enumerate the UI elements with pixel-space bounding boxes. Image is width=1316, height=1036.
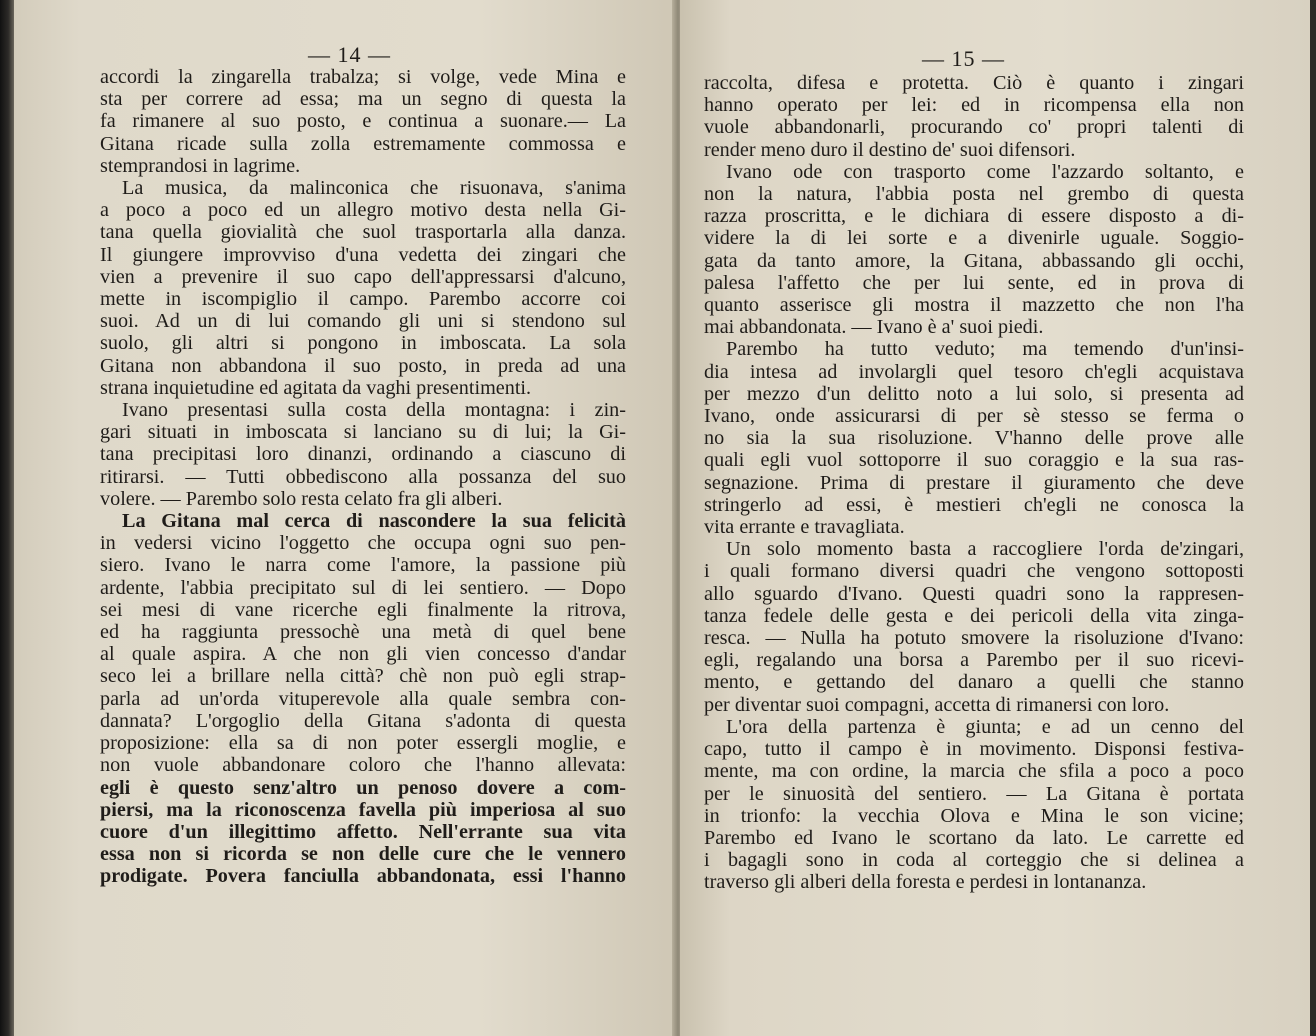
text-line: per le sinuosità del sentiero. — La Gitana è portata: [704, 782, 1244, 805]
text-line: Ivano ode con trasporto come l'azzardo soltanto, e: [726, 160, 1244, 183]
text-line: mette in iscompiglio il campo. Parembo accorre coi: [100, 288, 626, 311]
text-line: Gitana ricade sulla zolla estremamente commossa e: [100, 132, 626, 155]
text-line: traverso gli alberi della foresta e perdesi in lontananza.: [704, 871, 1147, 894]
text-line: gata da tanto amore, la Gitana, abbassando gli occhi,: [704, 249, 1244, 272]
text-line: gari situati in imboscata si lanciano su di lui; la Gi-: [100, 421, 626, 444]
text-line: ritirarsi. — Tutti obbediscono alla possanza del suo: [100, 465, 626, 488]
text-line: sta per correre ad essa; ma un segno di questa la: [100, 88, 626, 111]
text-line: hanno operato per lei: ed in ricompensa ella non: [704, 94, 1244, 117]
text-line: essa non si ricorda se non delle cure che le vennero: [100, 843, 626, 866]
text-line: tana quella giovialità che suol trasportarla alla danza.: [100, 221, 626, 244]
text-line: mento, e gettando del danaro a quelli che stanno: [704, 671, 1244, 694]
text-line: a poco a poco ed un allegro motivo desta nella Gi-: [100, 199, 626, 222]
text-line: raccolta, difesa e protetta. Ciò è quanto i zingari: [704, 72, 1244, 94]
text-line: suolo, gli altri si pongono in imboscata. La sola: [100, 332, 626, 355]
text-line: volere. — Parembo solo resta celato fra gli alberi.: [100, 487, 503, 510]
text-line: dannata? L'orgoglio della Gitana s'adonta di questa: [100, 709, 626, 732]
text-line: segnazione. Prima di prestare il giuramento che deve: [704, 471, 1244, 494]
text-line: accordi la zingarella trabalza; si volge, vede Mina e: [100, 66, 626, 88]
left-page: [14, 0, 676, 1036]
text-line: i bagagli sono in coda al corteggio che si delinea a: [704, 849, 1244, 872]
text-line: render meno duro il destino de' suoi difensori.: [704, 138, 1076, 161]
text-line: per diventar suoi compagni, accetta di rimanersi con loro.: [704, 693, 1170, 716]
text-line: L'ora della partenza è giunta; e ad un cenno del: [726, 715, 1244, 738]
text-line: suoi. Ad un di lui comando gli uni si stendono sul: [100, 310, 626, 333]
text-line: in vedersi vicino l'oggetto che occupa ogni suo pen-: [100, 532, 626, 555]
right-page: [680, 0, 1310, 1036]
text-line: in trionfo: la vecchia Olova e Mina le son vicine;: [704, 804, 1244, 827]
text-line: Gitana non abbandona il suo posto, in preda ad una: [100, 354, 626, 377]
text-line: tanza fedele delle gesta e dei pericoli della vita zinga-: [704, 604, 1244, 627]
left-page-text: [100, 66, 626, 888]
text-line: ed ha raggiunta pressochè una metà di quel bene: [100, 621, 626, 644]
text-line: sei mesi di vane ricerche egli finalmente la ritrova,: [100, 598, 626, 621]
text-line: palesa l'affetto che per lui sente, ed in prova di: [704, 271, 1244, 294]
text-line: fa rimanere al suo posto, e continua a suonare.— La: [100, 110, 626, 133]
text-line: vuole abbandonarli, procurando co' propri talenti di: [704, 116, 1244, 139]
text-line: La musica, da malinconica che risuonava, s'anima: [122, 177, 626, 200]
text-line: resca. — Nulla ha potuto smovere la risoluzione d'Ivano:: [704, 627, 1244, 650]
text-line: piersi, ma la riconoscenza favella più imperiosa al suo: [100, 798, 626, 821]
text-line: mai abbandonata. — Ivano è a' suoi piedi.: [704, 316, 1044, 339]
text-line: strana inquietudine ed agitata da vaghi presentimenti.: [100, 376, 532, 399]
text-line: non la natura, l'abbia posta nel grembo di questa: [704, 183, 1244, 206]
text-line: La Gitana mal cerca di nascondere la sua felicità: [122, 510, 626, 533]
scan-edge: [0, 0, 14, 1036]
right-page-text: [704, 72, 1244, 894]
text-line: stemprandosi in lagrime.: [100, 154, 301, 177]
text-line: al quale aspira. A che non gli vien concesso d'andar: [100, 643, 626, 666]
text-line: ardente, l'abbia precipitato sul di lei sentiero. — Dopo: [100, 576, 626, 599]
text-line: egli è questo senz'altro un penoso dovere a com-: [100, 776, 626, 799]
text-line: quali egli vuol sottoporre il suo coraggio e la sua ras-: [704, 449, 1244, 472]
text-line: non vuole abbandonare coloro che l'hanno allevata:: [100, 754, 626, 777]
text-line: Il giungere improvviso d'una vedetta dei zingari che: [100, 243, 626, 266]
page-number-right: — 15 —: [922, 46, 1005, 71]
text-line: vien a prevenire il suo capo dell'appressarsi d'alcuno,: [100, 265, 626, 288]
text-line: Parembo ed Ivano le scortano da lato. Le carrette ed: [704, 826, 1244, 849]
page-number-left: — 14 —: [308, 42, 391, 67]
text-line: mente, ma con ordine, la marcia che sfila a poco a poco: [704, 760, 1244, 783]
text-line: videre la di lei sorte e a divenirle uguale. Soggio-: [704, 227, 1244, 250]
text-line: per mezzo d'un delitto noto a lui solo, si presenta ad: [704, 382, 1244, 405]
text-line: cuore d'un illegittimo affetto. Nell'errante sua vita: [100, 820, 626, 843]
text-line: capo, tutto il campo è in movimento. Disponsi festiva-: [704, 738, 1244, 761]
text-line: allo sguardo d'Ivano. Questi quadri sono la rappresen-: [704, 582, 1244, 605]
text-line: prodigate. Povera fanciulla abbandonata, essi l'hanno: [100, 865, 626, 888]
text-line: parla ad un'orda vituperevole alla quale sembra con-: [100, 687, 626, 710]
text-line: Ivano presentasi sulla costa della montagna: i zin-: [122, 399, 626, 422]
text-line: Ivano, onde assicurarsi di per sè stesso se ferma o: [704, 405, 1244, 428]
text-line: Un solo momento basta a raccogliere l'orda de'zingari,: [726, 538, 1244, 561]
text-line: razza proscritta, e le dichiara di essere disposto a di-: [704, 205, 1244, 228]
text-line: egli, regalando una borsa a Parembo per il suo ricevi-: [704, 649, 1244, 672]
text-line: proposizione: ella sa di non poter essergli moglie, e: [100, 732, 626, 755]
text-line: no sia la sua risoluzione. V'hanno delle prove alle: [704, 427, 1244, 450]
text-line: i quali formano diversi quadri che vengono sottoposti: [704, 560, 1244, 583]
text-line: quanto asserisce gli mostra il mazzetto che non l'ha: [704, 294, 1244, 317]
text-line: stringerlo ad essi, è mestieri ch'egli ne conosca la: [704, 493, 1244, 516]
text-line: vita errante e travagliata.: [704, 516, 905, 539]
text-line: siero. Ivano le narra come l'amore, la passione più: [100, 554, 626, 577]
text-line: seco lei a brillare nella città? chè non può egli strap-: [100, 665, 626, 688]
text-line: Parembo ha tutto veduto; ma temendo d'un'insi-: [726, 338, 1244, 361]
text-line: dia intesa ad involargli quel tesoro ch'egli acquistava: [704, 360, 1244, 383]
text-line: tana precipitasi loro dinanzi, ordinando a ciascuno di: [100, 443, 626, 466]
